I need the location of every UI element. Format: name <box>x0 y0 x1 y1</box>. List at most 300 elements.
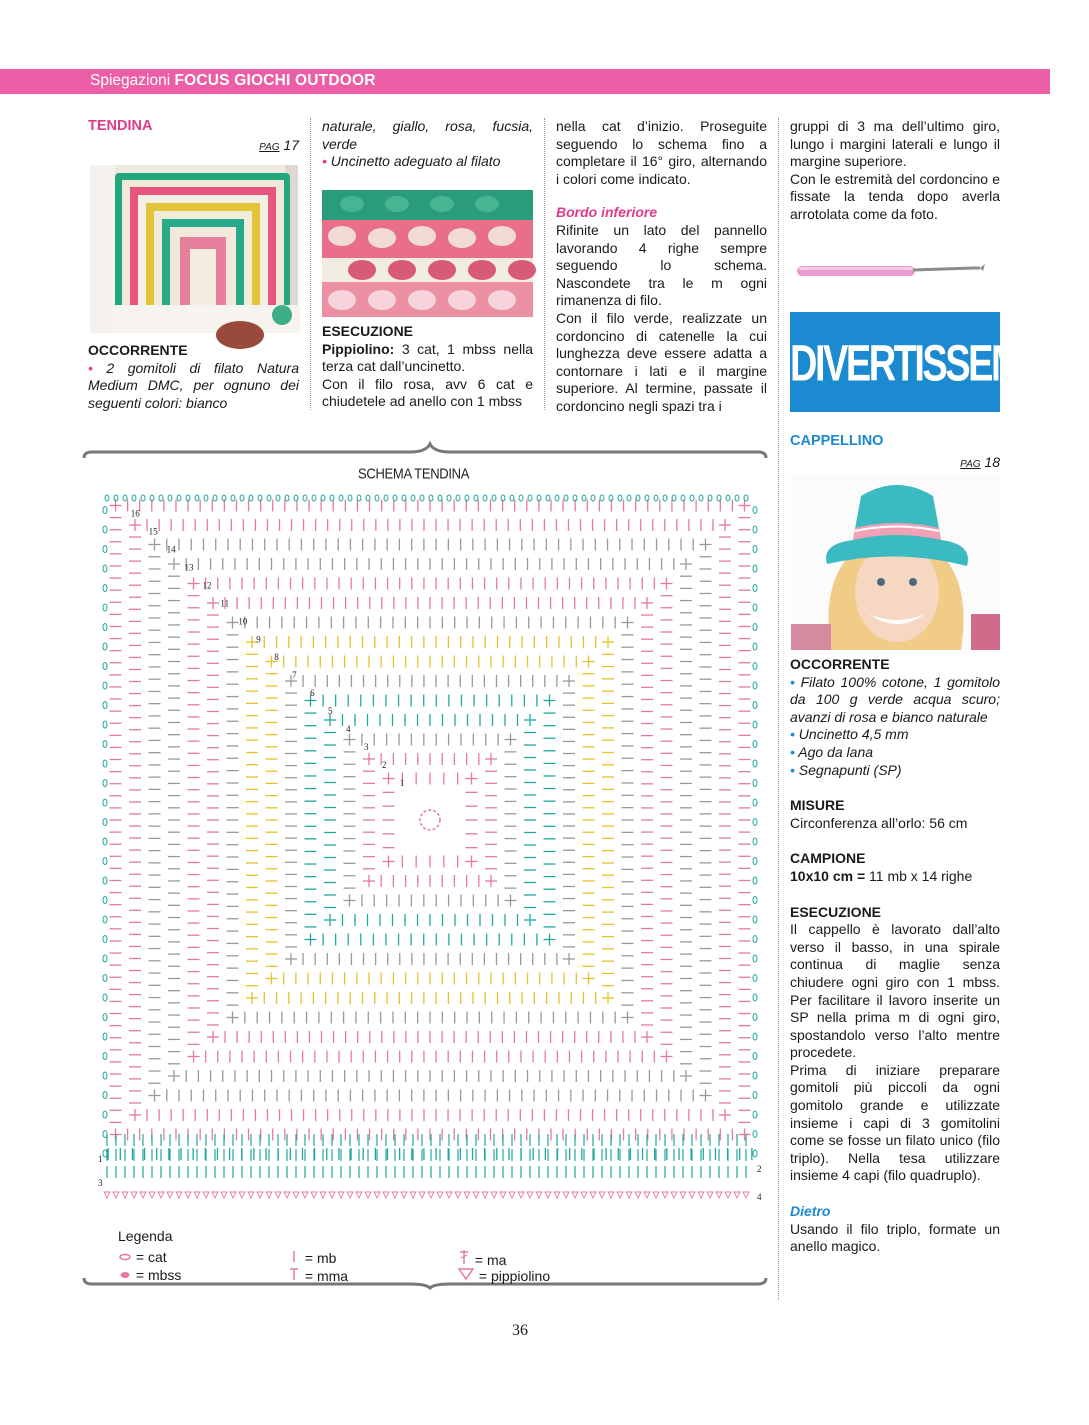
chain-mark <box>600 495 604 501</box>
esecuzione-title: ESECUZIONE <box>322 323 414 339</box>
picot-mark <box>725 1192 731 1198</box>
slip-stitch-icon <box>118 1270 132 1280</box>
picot-mark <box>707 1192 713 1198</box>
chain-mark <box>753 604 757 611</box>
chain-mark <box>753 663 757 670</box>
chain-mark <box>103 682 107 689</box>
chain-mark <box>231 495 235 501</box>
chain-mark <box>285 495 289 501</box>
round-label: 6 <box>310 688 315 699</box>
round-label: 10 <box>238 616 248 627</box>
esecuzione-para-2: Con il filo rosa, avv 6 cat e chiudetele ad anello con 1 mbss <box>322 375 533 410</box>
picot-mark <box>500 1192 506 1198</box>
bordo-para-2: Con il filo verde, realizzate un cordoncino di catenelle la cui lunghezza deve essere adatta a contornare i lati e il margine superiore. Al termine, passate il cordoncino negli spazi tra i <box>556 309 767 414</box>
picot-mark <box>626 1192 632 1198</box>
chain-mark <box>123 495 127 501</box>
chain-mark <box>103 663 107 670</box>
legend-label: = mb <box>304 1250 337 1266</box>
schema-round-1 <box>383 773 478 868</box>
picot-mark <box>203 1192 209 1198</box>
chain-mark <box>753 721 757 728</box>
picot-mark <box>212 1192 218 1198</box>
chain-mark <box>103 1111 107 1118</box>
header-prefix: Spiegazioni <box>90 72 175 89</box>
picot-mark <box>392 1192 398 1198</box>
chain-mark <box>103 1033 107 1040</box>
chain-mark <box>357 495 361 501</box>
chain-mark <box>753 877 757 884</box>
picot-mark <box>167 1192 173 1198</box>
chain-mark <box>312 495 316 501</box>
chain-mark <box>103 838 107 845</box>
chain-mark <box>103 526 107 533</box>
chain-mark <box>103 1072 107 1079</box>
picot-mark <box>185 1192 191 1198</box>
chain-mark <box>699 495 703 501</box>
picot-mark <box>599 1192 605 1198</box>
bullet-icon: • <box>790 673 795 690</box>
schema-round-12 <box>168 558 692 1082</box>
picot-mark <box>275 1192 281 1198</box>
picot-mark <box>743 1192 749 1198</box>
picot-mark <box>176 1192 182 1198</box>
chain-mark <box>753 1053 757 1060</box>
picot-mark <box>131 1192 137 1198</box>
chain-mark <box>753 819 757 826</box>
occorrente-title: OCCORRENTE <box>88 342 188 358</box>
chain-mark <box>103 721 107 728</box>
picot-mark <box>230 1192 236 1198</box>
chain-mark <box>330 495 334 501</box>
chain-mark <box>753 526 757 533</box>
schema-round-9 <box>227 617 634 1024</box>
schema-round-14 <box>129 519 731 1121</box>
crochet-hook-icon <box>795 256 995 286</box>
chain-mark <box>258 495 262 501</box>
picot-mark <box>365 1192 371 1198</box>
chain-mark <box>103 702 107 709</box>
campione-bold: 10x10 cm = <box>790 867 866 884</box>
chain-mark <box>103 1053 107 1060</box>
round-label: 4 <box>346 724 351 734</box>
picot-mark <box>302 1192 308 1198</box>
chain-mark <box>103 624 107 631</box>
occorrente-item-1-cont: naturale, giallo, rosa, fucsia, verde <box>322 118 533 152</box>
picot-mark <box>734 1192 740 1198</box>
chain-mark <box>103 955 107 962</box>
round-label: 11 <box>220 598 230 609</box>
round-label: 3 <box>363 741 369 752</box>
chain-mark <box>195 495 199 501</box>
round-label: 16 <box>130 508 140 519</box>
chain-icon <box>118 1252 132 1262</box>
picot-mark <box>311 1192 317 1198</box>
chain-mark <box>103 585 107 592</box>
chain-mark <box>267 495 271 501</box>
occorrente-item-2-text: Uncinetto adeguato al filato <box>330 153 501 170</box>
cappellino-occorrente-title: OCCORRENTE <box>790 656 890 672</box>
chain-mark <box>753 799 757 806</box>
chain-mark <box>753 507 757 514</box>
chain-mark <box>753 643 757 650</box>
legend-label: = cat <box>135 1249 167 1265</box>
chain-mark <box>447 495 451 501</box>
picot-mark <box>149 1192 155 1198</box>
center-ring <box>420 810 440 830</box>
round-label: 7 <box>292 670 297 681</box>
picot-mark <box>590 1192 596 1198</box>
picot-mark <box>518 1192 524 1198</box>
chain-mark <box>753 546 757 553</box>
picot-mark <box>446 1192 452 1198</box>
round-label: 13 <box>184 562 194 573</box>
chain-mark <box>753 780 757 787</box>
chain-mark <box>690 495 694 501</box>
picot-mark <box>716 1192 722 1198</box>
cappellino-item-text: Segnapunti (SP) <box>798 761 902 778</box>
divertissement-text: DIVERTISSEMENT <box>790 336 1089 393</box>
hdc-icon <box>287 1267 301 1281</box>
picot-mark <box>194 1192 200 1198</box>
cappellino-esecuzione-para-2: Prima di iniziare preparare gomitoli più piccoli da ogni gomitolo grande e utilizzate insieme i capi di 3 gomitolini come se fosse un filato unico (filo triplo). Nella tesa utilizzare insieme 4 capi (filo quadruplo). <box>790 1061 1000 1184</box>
chain-mark <box>672 495 676 501</box>
picot-mark <box>239 1192 245 1198</box>
picot-mark <box>401 1192 407 1198</box>
header-title: FOCUS GIOCHI OUTDOOR <box>174 72 376 89</box>
column-divider <box>778 118 779 1300</box>
column-2-text <box>322 323 533 411</box>
pag-number: 17 <box>283 136 299 153</box>
cappellino-item-text: Ago da lana <box>798 743 874 760</box>
chain-mark <box>276 495 280 501</box>
picot-mark <box>140 1192 146 1198</box>
chain-mark <box>103 1092 107 1099</box>
chain-mark <box>591 495 595 501</box>
picot-mark <box>473 1192 479 1198</box>
picot-mark <box>383 1192 389 1198</box>
pippiolino-label: Pippiolino: <box>322 340 395 357</box>
chain-mark <box>103 643 107 650</box>
cappellino-text <box>790 656 1000 1256</box>
picot-mark <box>635 1192 641 1198</box>
misure-title: MISURE <box>790 797 845 814</box>
schema-round-7 <box>266 656 595 985</box>
page-number: 36 <box>512 1322 528 1339</box>
chain-mark <box>168 495 172 501</box>
bullet-icon: • <box>790 743 795 760</box>
chain-mark <box>726 495 730 501</box>
picot-mark <box>284 1192 290 1198</box>
picot-mark <box>338 1192 344 1198</box>
chain-mark <box>103 507 107 514</box>
picot-mark <box>644 1192 650 1198</box>
dc-icon <box>457 1249 471 1265</box>
chain-mark <box>103 916 107 923</box>
chain-mark <box>456 495 460 501</box>
cappellino-item-text: Filato 100% cotone, 1 gomitolo da 100 g verde acqua scuro; avanzi di rosa e bianco naturale <box>790 673 1000 725</box>
pag-number: 18 <box>984 453 1000 470</box>
pippiolino-para <box>322 341 533 376</box>
round-label: 14 <box>166 544 176 555</box>
chain-mark <box>303 495 307 501</box>
round-label: 12 <box>202 580 212 591</box>
picot-mark <box>581 1192 587 1198</box>
bullet-icon: • <box>790 761 795 778</box>
cappellino-item-3 <box>790 744 1000 762</box>
picot-mark <box>122 1192 128 1198</box>
chain-mark <box>618 495 622 501</box>
chain-mark <box>103 565 107 572</box>
chain-mark <box>753 858 757 865</box>
picot-icon <box>457 1267 475 1281</box>
chain-mark <box>753 760 757 767</box>
pag-label: PAG <box>960 458 981 470</box>
tendina-title: TENDINA <box>88 118 153 134</box>
col4-para-1: gruppi di 3 ma dell’ultimo giro, lungo i margini laterali e lungo il margine superiore. <box>790 118 1000 170</box>
picot-mark <box>410 1192 416 1198</box>
legend-item-mma <box>287 1267 348 1284</box>
cappellino-item-1 <box>790 674 1000 727</box>
misure-text: Circonferenza all’orlo: 56 cm <box>790 814 968 831</box>
legend-label: = ma <box>474 1252 507 1268</box>
picot-mark <box>572 1192 578 1198</box>
chain-mark <box>103 799 107 806</box>
chain-mark <box>420 495 424 501</box>
schema-round-11 <box>188 578 673 1063</box>
chain-mark <box>753 897 757 904</box>
picot-mark <box>104 1192 110 1198</box>
picot-mark <box>671 1192 677 1198</box>
legend-item-cat <box>118 1249 167 1265</box>
header-text <box>90 72 376 90</box>
chain-mark <box>546 495 550 501</box>
round-label: 8 <box>274 652 279 663</box>
chain-mark <box>204 495 208 501</box>
legend-item-mbss <box>118 1267 181 1283</box>
row-label: 3 <box>98 1178 103 1188</box>
column-1-text <box>88 342 299 412</box>
cappellino-photo <box>791 474 1000 650</box>
picot-mark <box>266 1192 272 1198</box>
chain-mark <box>240 495 244 501</box>
picot-mark <box>428 1192 434 1198</box>
chain-mark <box>103 546 107 553</box>
picot-mark <box>221 1192 227 1198</box>
picot-mark <box>698 1192 704 1198</box>
row-label: 4 <box>757 1192 762 1202</box>
picot-mark <box>482 1192 488 1198</box>
round-label: 2 <box>381 759 387 770</box>
cappellino-header <box>790 433 1000 473</box>
chain-mark <box>753 975 757 982</box>
crochet-schema-diagram <box>95 490 765 1210</box>
chain-mark <box>483 495 487 501</box>
chain-mark <box>654 495 658 501</box>
cappellino-item-text: Uncinetto 4,5 mm <box>798 726 909 743</box>
picot-mark <box>437 1192 443 1198</box>
cappellino-esecuzione-para-1: Il cappello è lavorato dall’alto verso il basso, in una spirale continua di maglie senza chiudere ogni giro con 1 mbss. Per facilitare il lavoro inserite un SP nella prima m di ogni giro, spostandolo verso l’alto mentre procedete. <box>790 921 1000 1061</box>
tendina-page-ref <box>88 137 299 157</box>
dietro-text: Usando il filo triplo, formate un anello magico. <box>790 1220 1000 1255</box>
picot-mark <box>347 1192 353 1198</box>
picot-mark <box>158 1192 164 1198</box>
chain-mark <box>753 702 757 709</box>
picot-mark <box>653 1192 659 1198</box>
row-label: 1 <box>98 1154 103 1164</box>
chain-mark <box>744 495 748 501</box>
column-3 <box>556 118 767 416</box>
occorrente-item-1 <box>88 360 299 413</box>
picot-mark <box>536 1192 542 1198</box>
legend-title: Legenda <box>118 1228 173 1244</box>
chain-mark <box>753 682 757 689</box>
dietro-title: Dietro <box>790 1203 831 1220</box>
cappellino-item-2 <box>790 726 1000 744</box>
chain-mark <box>492 495 496 501</box>
chain-mark <box>753 936 757 943</box>
pippiolino-text: 3 cat, 1 mbss nella terza cat dall’uncinetto. <box>322 340 533 375</box>
chain-mark <box>681 495 685 501</box>
legend-item-pippiolino <box>457 1267 550 1284</box>
chain-mark <box>717 495 721 501</box>
legend-label: = mma <box>304 1268 349 1284</box>
chain-mark <box>213 495 217 501</box>
chain-mark <box>519 495 523 501</box>
chain-mark <box>753 994 757 1001</box>
chain-mark <box>555 495 559 501</box>
chain-mark <box>103 994 107 1001</box>
bordo-title: Bordo inferiore <box>556 204 658 221</box>
round-label: 9 <box>256 634 261 645</box>
bullet-icon: • <box>790 726 795 743</box>
column-divider <box>310 118 311 410</box>
picot-mark <box>113 1192 119 1198</box>
pag-label: PAG <box>259 141 280 153</box>
chain-mark <box>348 495 352 501</box>
column-2 <box>322 118 533 171</box>
sc-icon <box>287 1249 301 1263</box>
chain-mark <box>753 1150 757 1157</box>
chain-mark <box>753 1033 757 1040</box>
picot-mark <box>527 1192 533 1198</box>
chain-mark <box>564 495 568 501</box>
column-4 <box>790 118 1000 224</box>
chain-mark <box>474 495 478 501</box>
occorrente-item-2 <box>322 153 533 171</box>
round-label: 1 <box>399 777 405 788</box>
chain-mark <box>321 495 325 501</box>
picot-mark <box>293 1192 299 1198</box>
picot-mark <box>248 1192 254 1198</box>
chain-mark <box>429 495 433 501</box>
chain-mark <box>103 780 107 787</box>
cappellino-item-4 <box>790 762 1000 780</box>
chain-mark <box>753 1111 757 1118</box>
picot-mark <box>545 1192 551 1198</box>
chain-mark <box>510 495 514 501</box>
chain-mark <box>753 1014 757 1021</box>
chain-mark <box>103 741 107 748</box>
chain-mark <box>438 495 442 501</box>
column-divider <box>544 118 545 410</box>
chain-mark <box>103 975 107 982</box>
campione-value: 11 mb x 14 righe <box>865 867 973 884</box>
picot-mark <box>257 1192 263 1198</box>
column-1 <box>88 118 299 156</box>
picot-mark <box>320 1192 326 1198</box>
picot-mark <box>662 1192 668 1198</box>
chain-mark <box>753 565 757 572</box>
chain-mark <box>141 495 145 501</box>
picot-mark <box>374 1192 380 1198</box>
chain-mark <box>465 495 469 501</box>
chain-mark <box>294 495 298 501</box>
chain-mark <box>411 495 415 501</box>
chain-mark <box>753 955 757 962</box>
chain-mark <box>103 760 107 767</box>
chain-mark <box>663 495 667 501</box>
chain-mark <box>753 916 757 923</box>
pattern-detail-photo <box>322 190 533 317</box>
col3-para-1: nella cat d’inizio. Proseguite seguendo lo schema fino a completare il 16° giro, alternando i colori come indicato. <box>556 118 767 187</box>
bullet-icon: • <box>88 359 93 376</box>
chain-mark <box>627 495 631 501</box>
chain-mark <box>735 495 739 501</box>
picot-mark <box>491 1192 497 1198</box>
chain-mark <box>132 495 136 501</box>
picot-mark <box>419 1192 425 1198</box>
chain-mark <box>384 495 388 501</box>
hook-photo <box>795 256 995 286</box>
schema-round-5 <box>305 695 556 946</box>
chain-mark <box>753 741 757 748</box>
legend-item-ma <box>457 1249 506 1268</box>
bullet-icon: • <box>322 153 327 170</box>
chain-mark <box>753 1131 757 1138</box>
chain-mark <box>103 819 107 826</box>
cappellino-title: CAPPELLINO <box>790 433 884 449</box>
chain-mark <box>339 495 343 501</box>
campione-text <box>790 868 1000 886</box>
cappellino-esecuzione-title: ESECUZIONE <box>790 903 882 920</box>
bordo-para-1: Rifinite un lato del pannello lavorando 4 righe sempre seguendo lo schema. Nascondete tra le m ogni rimanenza di filo. <box>556 221 767 309</box>
chain-mark <box>636 495 640 501</box>
tendina-photo <box>90 165 298 333</box>
picot-mark <box>554 1192 560 1198</box>
chain-mark <box>249 495 253 501</box>
picot-mark <box>563 1192 569 1198</box>
round-label: 15 <box>148 526 158 537</box>
picot-mark <box>617 1192 623 1198</box>
chain-mark <box>103 877 107 884</box>
campione-title: CAMPIONE <box>790 850 866 867</box>
chain-mark <box>708 495 712 501</box>
crochet-detail-image <box>322 190 533 317</box>
curtain-image <box>90 165 298 333</box>
divertissement-banner <box>790 312 1089 412</box>
chain-mark <box>159 495 163 501</box>
col4-para-2: Con le estremità del cordoncino e fissate la tenda dopo averla arrotolata come da foto. <box>790 170 1000 222</box>
chain-mark <box>393 495 397 501</box>
chain-mark <box>645 495 649 501</box>
header-bar <box>0 69 1050 94</box>
chain-mark <box>402 495 406 501</box>
chain-mark <box>105 495 109 501</box>
picot-mark <box>356 1192 362 1198</box>
legend-item-mb <box>287 1249 336 1266</box>
round-label: 5 <box>328 706 333 717</box>
chain-mark <box>177 495 181 501</box>
